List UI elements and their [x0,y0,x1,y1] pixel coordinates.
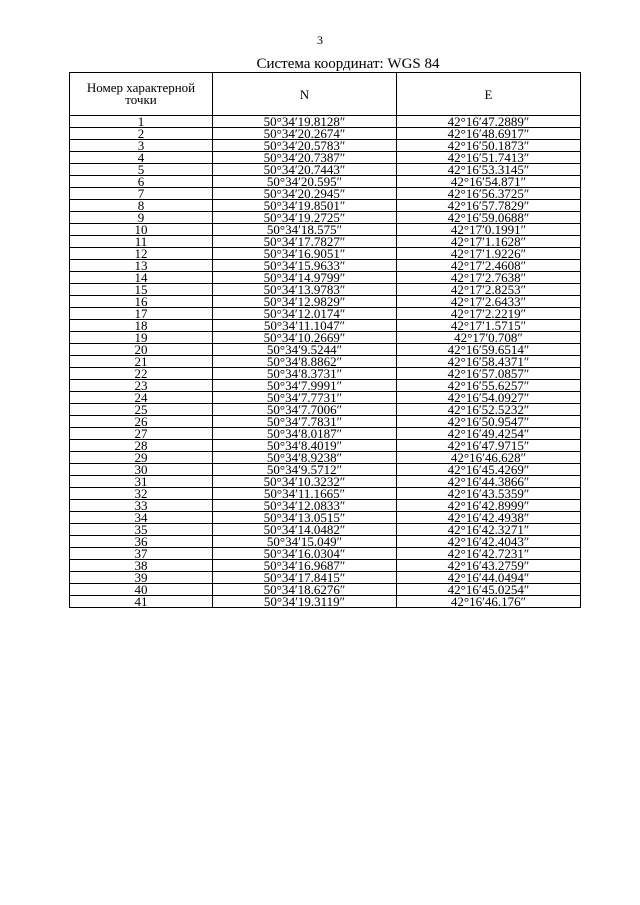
table-row [70,488,581,500]
cell-point-number: 13 [70,260,213,272]
table-row [70,392,581,404]
cell-n: 50°34′8.8862″ [213,356,397,368]
cell-e: 42°16′48.6917″ [397,128,581,140]
table-row [70,332,581,344]
table-row [70,176,581,188]
cell-n: 50°34′19.8128″ [213,116,397,128]
cell-e: 42°16′42.7231″ [397,548,581,560]
cell-point-number: 12 [70,248,213,260]
cell-n: 50°34′20.2674″ [213,128,397,140]
cell-point-number: 11 [70,236,213,248]
cell-point-number: 16 [70,296,213,308]
table-row [70,440,581,452]
header-n: N [213,73,397,116]
cell-point-number: 32 [70,488,213,500]
table-row [70,140,581,152]
table-row [70,188,581,200]
table-row [70,356,581,368]
cell-n: 50°34′7.7831″ [213,416,397,428]
cell-e: 42°16′52.5232″ [397,404,581,416]
table-row [70,284,581,296]
table-row [70,272,581,284]
cell-e: 42°17′0.708″ [397,332,581,344]
cell-n: 50°34′20.595″ [213,176,397,188]
cell-point-number: 22 [70,368,213,380]
cell-n: 50°34′12.0833″ [213,500,397,512]
cell-n: 50°34′12.9829″ [213,296,397,308]
table-body [70,116,581,608]
cell-e: 42°16′46.176″ [397,596,581,608]
cell-e: 42°17′0.1991″ [397,224,581,236]
cell-point-number: 18 [70,320,213,332]
cell-n: 50°34′11.1665″ [213,488,397,500]
cell-point-number: 36 [70,536,213,548]
cell-point-number: 26 [70,416,213,428]
cell-n: 50°34′20.7443″ [213,164,397,176]
cell-point-number: 37 [70,548,213,560]
cell-n: 50°34′20.5783″ [213,140,397,152]
cell-n: 50°34′11.1047″ [213,320,397,332]
table-row [70,212,581,224]
cell-point-number: 40 [70,584,213,596]
cell-n: 50°34′10.2669″ [213,332,397,344]
cell-n: 50°34′8.3731″ [213,368,397,380]
cell-point-number: 34 [70,512,213,524]
cell-e: 42°16′54.0927″ [397,392,581,404]
cell-e: 42°17′2.7638″ [397,272,581,284]
cell-e: 42°16′42.8999″ [397,500,581,512]
cell-e: 42°16′53.3145″ [397,164,581,176]
cell-n: 50°34′18.6276″ [213,584,397,596]
cell-n: 50°34′18.575″ [213,224,397,236]
cell-point-number: 21 [70,356,213,368]
cell-point-number: 5 [70,164,213,176]
cell-n: 50°34′17.7827″ [213,236,397,248]
cell-e: 42°16′45.0254″ [397,584,581,596]
table-row [70,224,581,236]
cell-e: 42°16′46.628″ [397,452,581,464]
table-row [70,572,581,584]
table-row [70,404,581,416]
cell-point-number: 30 [70,464,213,476]
cell-n: 50°34′16.9687″ [213,560,397,572]
cell-e: 42°16′44.0494″ [397,572,581,584]
cell-n: 50°34′8.4019″ [213,440,397,452]
cell-n: 50°34′7.7731″ [213,392,397,404]
cell-point-number: 6 [70,176,213,188]
cell-point-number: 35 [70,524,213,536]
table-row [70,548,581,560]
cell-point-number: 20 [70,344,213,356]
table-row [70,476,581,488]
cell-e: 42°16′58.4371″ [397,356,581,368]
cell-n: 50°34′20.7387″ [213,152,397,164]
cell-e: 42°16′56.3725″ [397,188,581,200]
cell-e: 42°16′42.4043″ [397,536,581,548]
cell-n: 50°34′7.7006″ [213,404,397,416]
cell-n: 50°34′16.0304″ [213,548,397,560]
cell-point-number: 17 [70,308,213,320]
coordinate-system-caption: Система координат: WGS 84 [256,56,440,72]
cell-n: 50°34′19.3119″ [213,596,397,608]
cell-point-number: 29 [70,452,213,464]
cell-e: 42°17′2.2219″ [397,308,581,320]
cell-e: 42°16′45.4269″ [397,464,581,476]
table-row [70,320,581,332]
cell-point-number: 3 [70,140,213,152]
table-row [70,296,581,308]
cell-e: 42°16′50.1873″ [397,140,581,152]
cell-point-number: 1 [70,116,213,128]
cell-point-number: 27 [70,428,213,440]
cell-point-number: 25 [70,404,213,416]
cell-point-number: 10 [70,224,213,236]
cell-point-number: 23 [70,380,213,392]
cell-e: 42°17′2.8253″ [397,284,581,296]
cell-point-number: 19 [70,332,213,344]
cell-point-number: 33 [70,500,213,512]
table-row [70,416,581,428]
cell-point-number: 14 [70,272,213,284]
cell-point-number: 39 [70,572,213,584]
cell-e: 42°16′57.0857″ [397,368,581,380]
table-row [70,560,581,572]
cell-n: 50°34′15.9633″ [213,260,397,272]
page-number: 3 [317,33,323,47]
cell-e: 42°16′49.4254″ [397,428,581,440]
cell-point-number: 31 [70,476,213,488]
cell-point-number: 24 [70,392,213,404]
coordinates-table [69,72,581,608]
cell-e: 42°16′42.3271″ [397,524,581,536]
table-row [70,464,581,476]
cell-point-number: 9 [70,212,213,224]
cell-n: 50°34′14.0482″ [213,524,397,536]
cell-e: 42°16′47.9715″ [397,440,581,452]
cell-point-number: 38 [70,560,213,572]
cell-n: 50°34′10.3232″ [213,476,397,488]
table-header-row [70,73,581,116]
table-row [70,536,581,548]
cell-point-number: 15 [70,284,213,296]
cell-e: 42°16′55.6257″ [397,380,581,392]
header-e: E [397,73,581,116]
cell-n: 50°34′7.9991″ [213,380,397,392]
cell-point-number: 8 [70,200,213,212]
table-row [70,368,581,380]
cell-point-number: 4 [70,152,213,164]
table-row [70,164,581,176]
cell-n: 50°34′8.0187″ [213,428,397,440]
cell-e: 42°16′51.7413″ [397,152,581,164]
cell-e: 42°17′2.6433″ [397,296,581,308]
table-row [70,200,581,212]
cell-e: 42°16′50.9547″ [397,416,581,428]
table-row [70,512,581,524]
table-row [70,584,581,596]
cell-e: 42°16′42.4938″ [397,512,581,524]
table-row [70,308,581,320]
table-row [70,116,581,128]
cell-n: 50°34′13.9783″ [213,284,397,296]
table-row [70,452,581,464]
table-row [70,524,581,536]
table-row [70,248,581,260]
cell-e: 42°16′47.2889″ [397,116,581,128]
cell-point-number: 7 [70,188,213,200]
cell-point-number: 41 [70,596,213,608]
table-row [70,344,581,356]
cell-n: 50°34′15.049″ [213,536,397,548]
cell-point-number: 28 [70,440,213,452]
cell-e: 42°16′43.5359″ [397,488,581,500]
cell-e: 42°16′59.6514″ [397,344,581,356]
cell-n: 50°34′16.9051″ [213,248,397,260]
cell-e: 42°16′54.871″ [397,176,581,188]
cell-n: 50°34′17.8415″ [213,572,397,584]
cell-e: 42°16′44.3866″ [397,476,581,488]
cell-e: 42°17′2.4608″ [397,260,581,272]
table-row [70,380,581,392]
cell-n: 50°34′14.9799″ [213,272,397,284]
cell-n: 50°34′20.2945″ [213,188,397,200]
table-row [70,428,581,440]
cell-n: 50°34′8.9238″ [213,452,397,464]
cell-n: 50°34′9.5712″ [213,464,397,476]
cell-n: 50°34′12.0174″ [213,308,397,320]
cell-e: 42°16′57.7829″ [397,200,581,212]
table-row [70,152,581,164]
cell-point-number: 2 [70,128,213,140]
cell-e: 42°17′1.5715″ [397,320,581,332]
table-row [70,260,581,272]
cell-n: 50°34′19.2725″ [213,212,397,224]
cell-e: 42°16′59.0688″ [397,212,581,224]
cell-e: 42°16′43.2759″ [397,560,581,572]
cell-n: 50°34′13.0515″ [213,512,397,524]
cell-n: 50°34′19.8501″ [213,200,397,212]
cell-e: 42°17′1.9226″ [397,248,581,260]
table-row [70,500,581,512]
table-row [70,236,581,248]
table-row [70,596,581,608]
cell-e: 42°17′1.1628″ [397,236,581,248]
table-row [70,128,581,140]
cell-n: 50°34′9.5244″ [213,344,397,356]
header-point-number: Номер характерной точки [70,73,213,116]
